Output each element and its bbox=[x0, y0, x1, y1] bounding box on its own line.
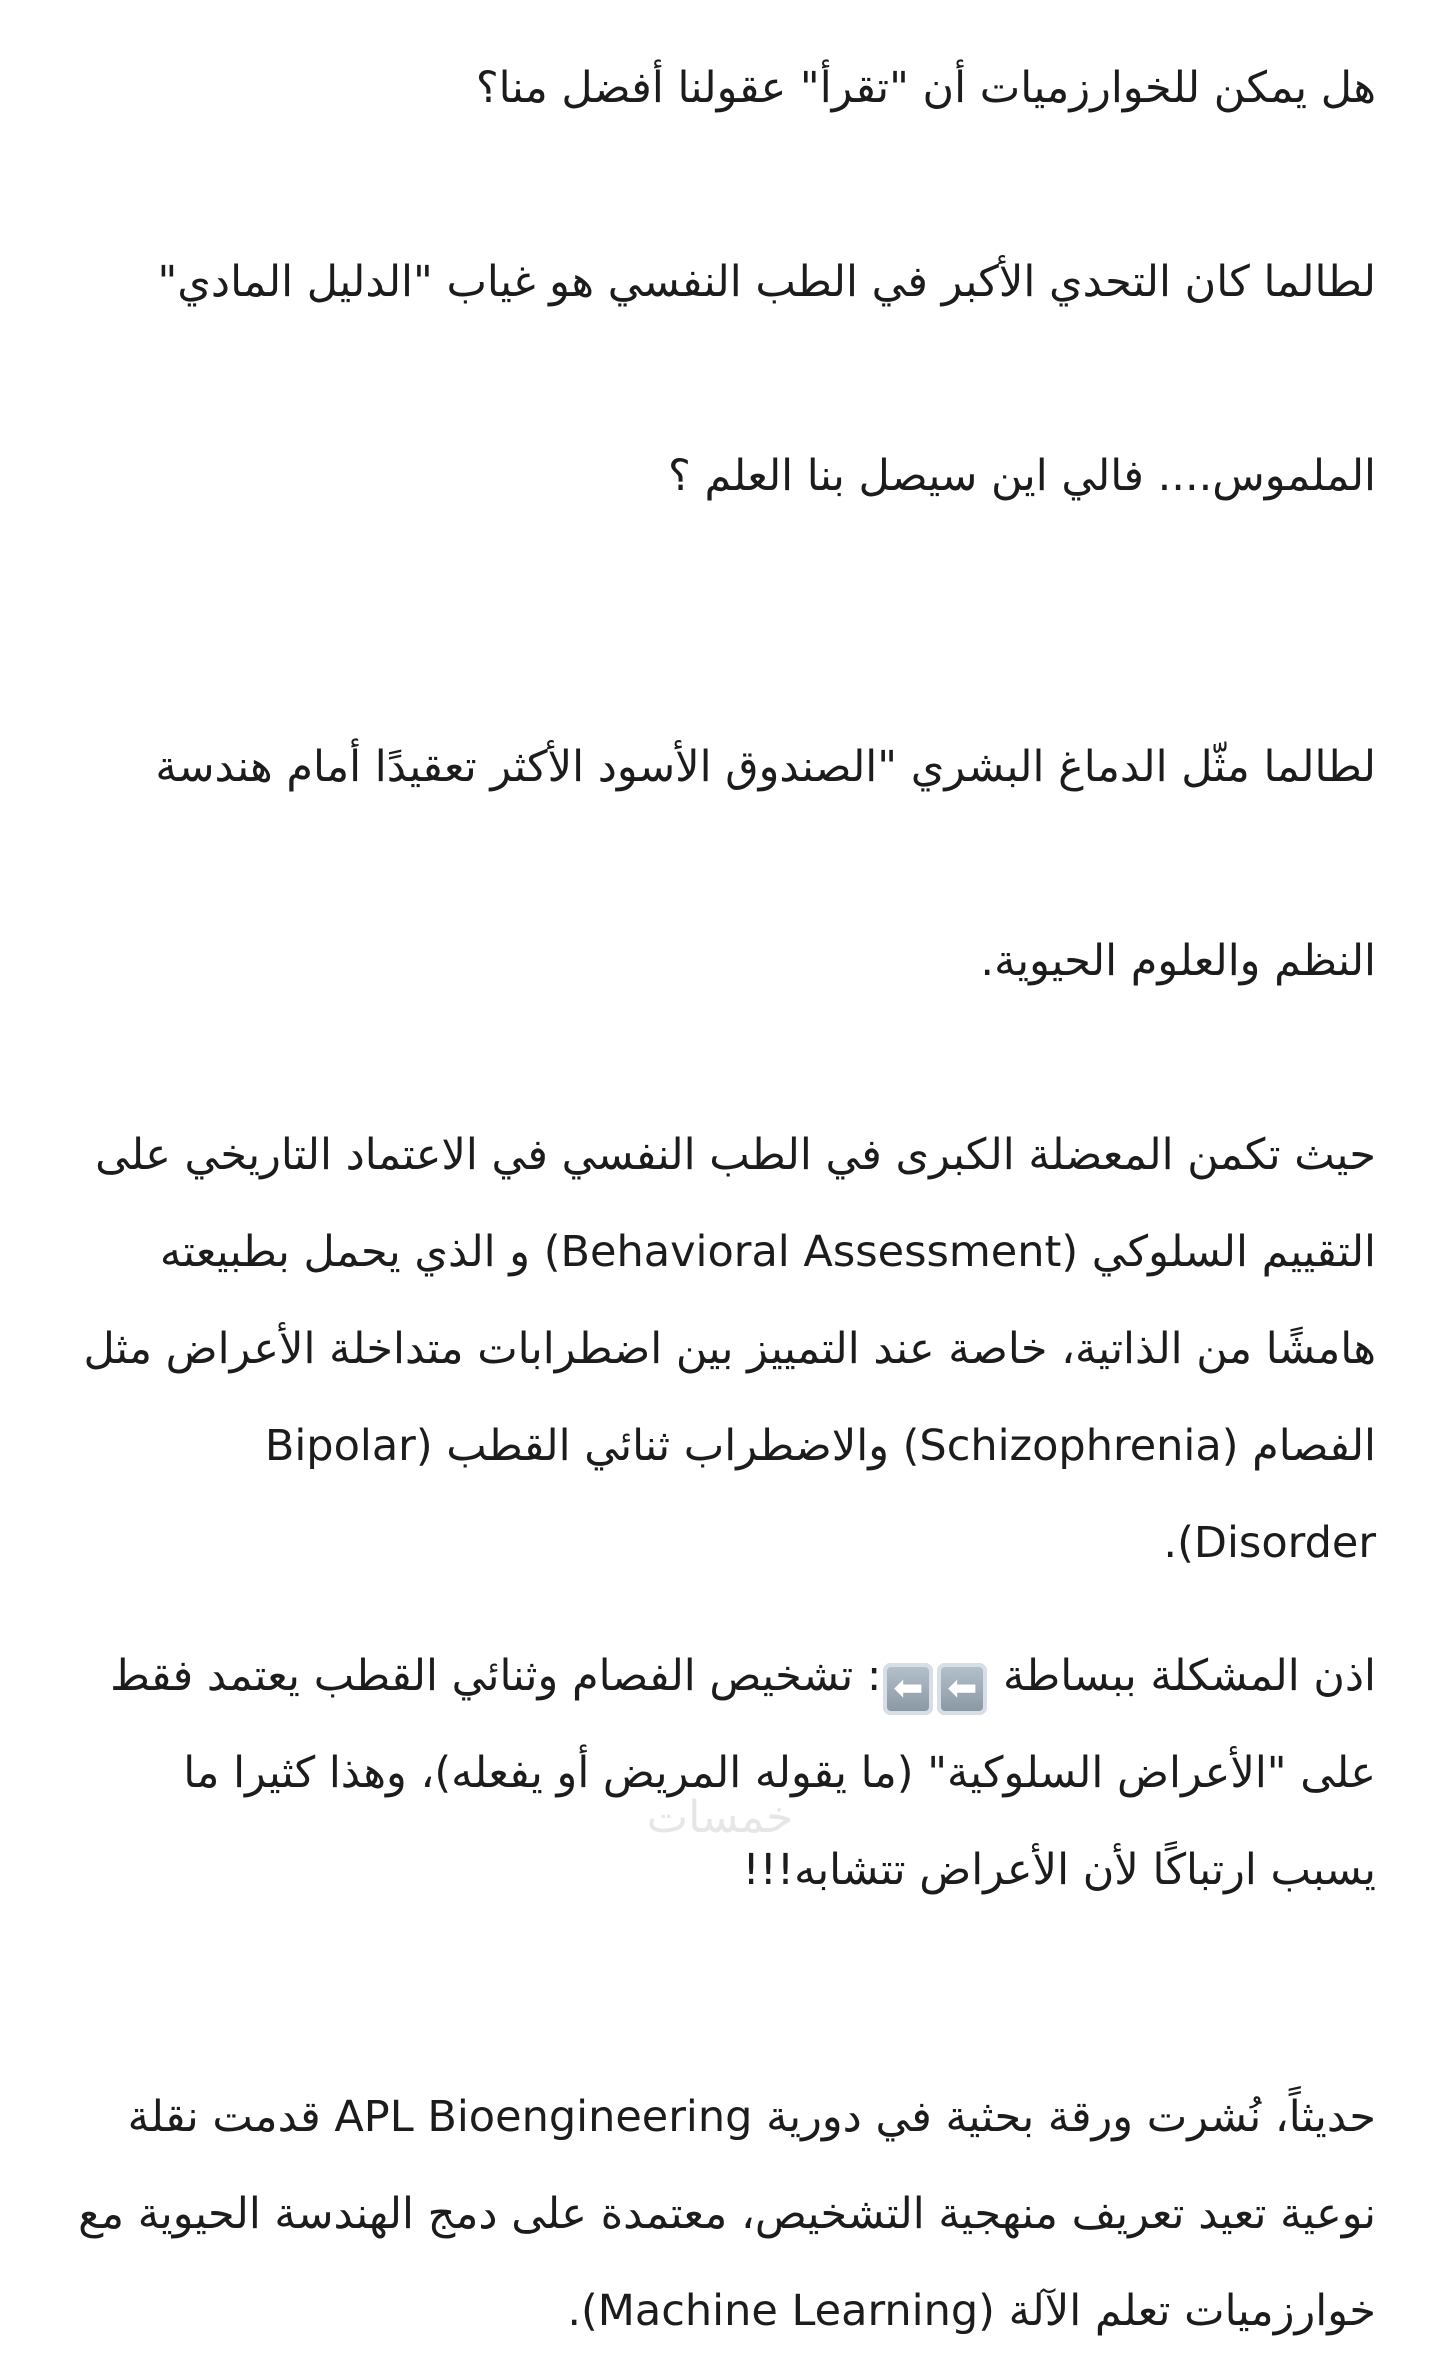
paragraph-spacer bbox=[70, 1592, 1376, 1628]
left-arrow-icon: ⬅ bbox=[937, 1663, 987, 1715]
problem-paragraph bbox=[70, 1628, 1376, 1919]
article-body bbox=[70, 40, 1376, 2360]
paragraph-spacer bbox=[70, 1919, 1376, 2069]
problem-text: : تشخيص الفصام وثنائي القطب يعتمد فقط على "الأعراض السلوكية" (ما يقوله المريض أو يفعله)، وهذا كثيرا ما يسبب ارتباكًا لأن الأعراض تتشابه!!! bbox=[110, 1651, 1376, 1895]
brain-paragraph bbox=[70, 622, 1376, 1107]
intro-line-1: لطالما كان التحدي الأكبر في الطب النفسي هو غياب "الدليل المادي" bbox=[157, 257, 1376, 307]
assessment-paragraph: حيث تكمن المعضلة الكبرى في الطب النفسي في الاعتماد التاريخي على التقييم السلوكي (Behavioral Assessment) و الذي يحمل بطبيعته هامشًا من الذاتية، خاصة عند التمييز بين اضطرابات متداخلة الأعراض مثل الفصام (Schizophrenia) والاضطراب ثنائي القطب (Bipolar Disorder). bbox=[83, 1130, 1376, 1568]
article-title: هل يمكن للخوارزميات أن "تقرأ" عقولنا أفضل منا؟ bbox=[475, 63, 1376, 113]
research-paragraph: حديثاً، نُشرت ورقة بحثية في دورية APL Bioengineering قدمت نقلة نوعية تعيد تعريف منهجية التشخيص، معتمدة على دمج الهندسة الحيوية مع خوارزميات تعلم الآلة (Machine Learning). bbox=[78, 2092, 1376, 2336]
khamsat-watermark: خمسات bbox=[646, 1792, 794, 1843]
intro-paragraph bbox=[70, 137, 1376, 622]
intro-line-2: الملموس.... فالي اين سيصل بنا العلم ؟ bbox=[667, 451, 1376, 501]
brain-line-1: لطالما مثّل الدماغ البشري "الصندوق الأسود الأكثر تعقيدًا أمام هندسة bbox=[155, 742, 1376, 792]
brain-line-2: النظم والعلوم الحيوية. bbox=[980, 936, 1376, 986]
left-arrow-icon: ⬅ bbox=[883, 1663, 933, 1715]
problem-prefix: اذن المشكلة ببساطة bbox=[989, 1651, 1376, 1701]
